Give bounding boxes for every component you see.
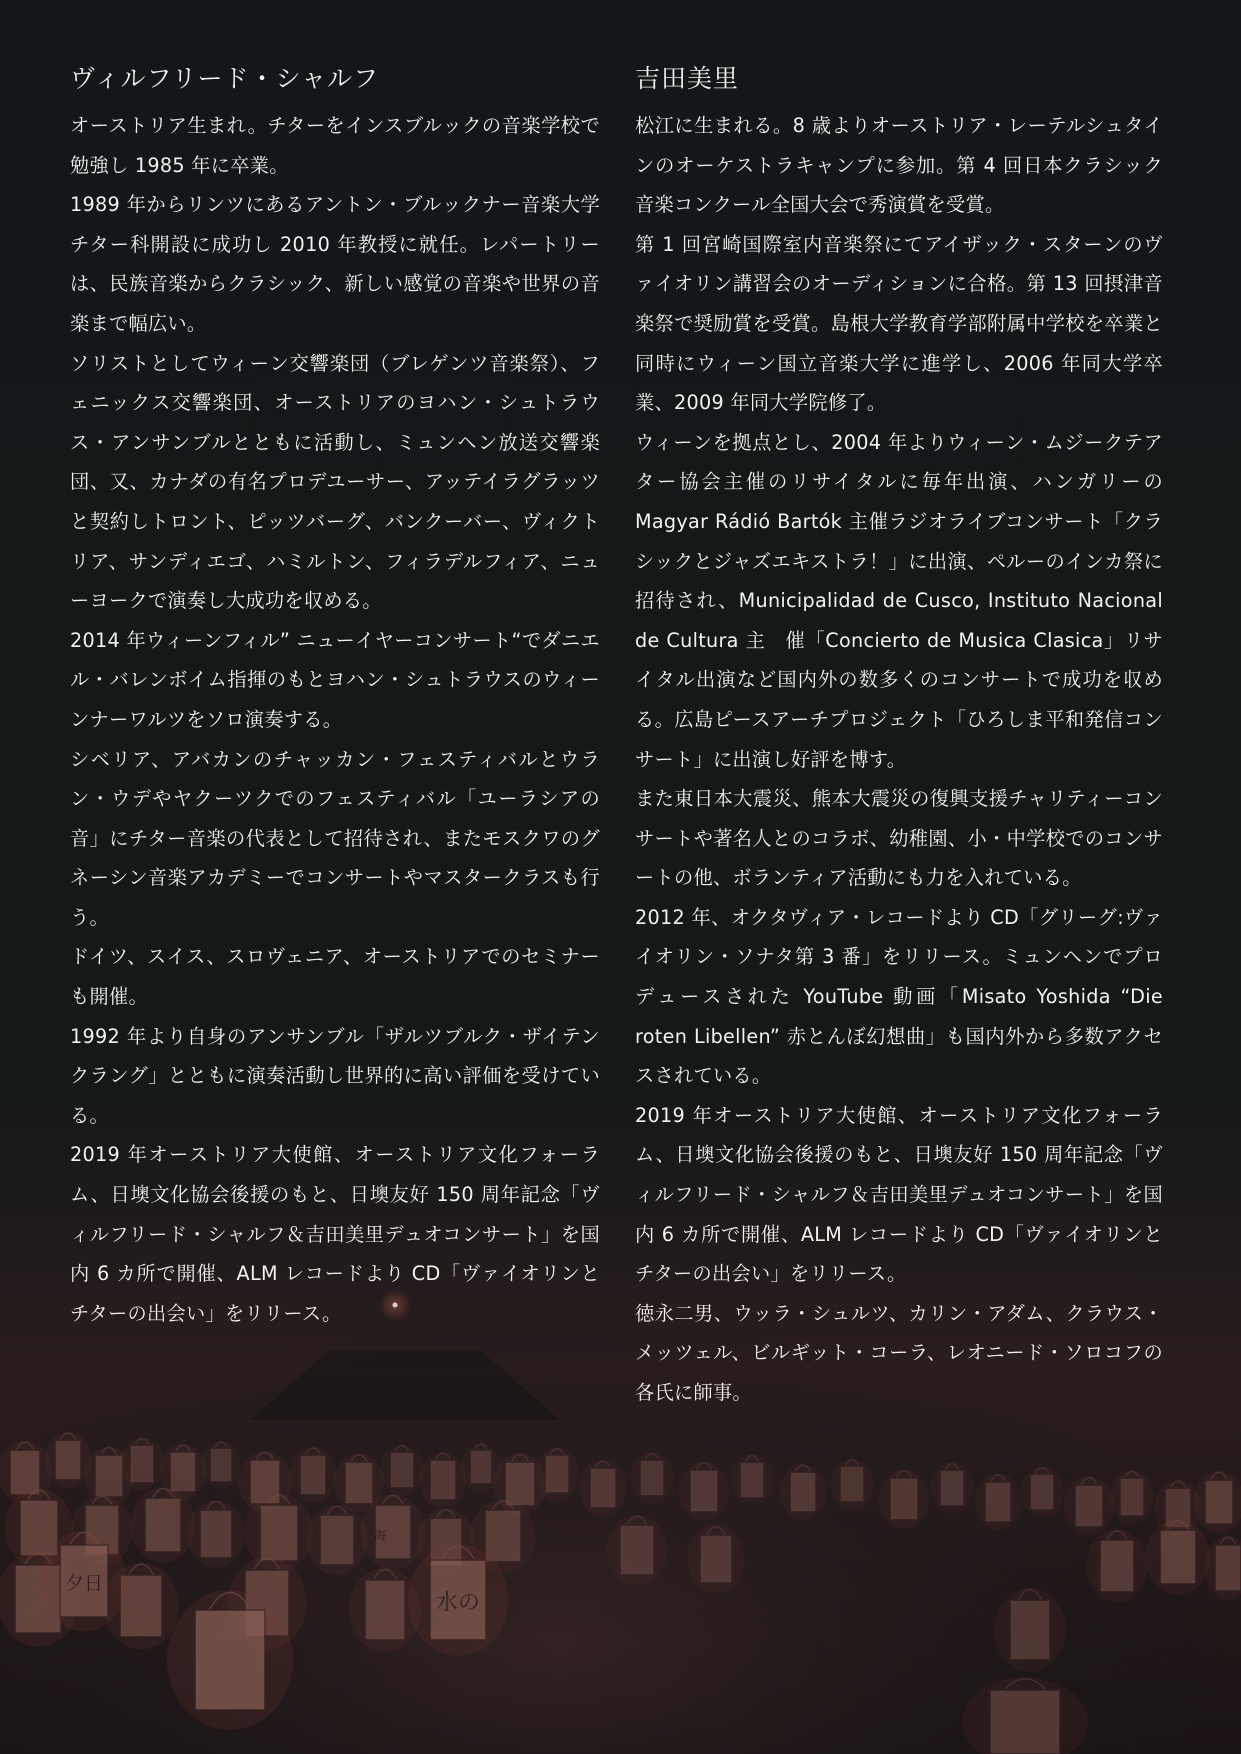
paper-lantern [1110, 1470, 1153, 1523]
bio-paragraph: ドイツ、スイス、スロヴェニア、オーストリアでのセミナーも開催。 [70, 945, 600, 1009]
paper-lantern [1086, 1530, 1147, 1603]
paper-lantern [679, 1462, 729, 1521]
profile-wilfried-scharf [70, 62, 600, 1333]
paper-lantern [535, 1447, 578, 1500]
bio-paragraph: また東日本大震災、熊本大震災の復興支援チャリティーコンサートや著名人とのコラボ、幼稚園、小・中学校でのコンサートの他、ボランティア活動にも力を入れている。 [635, 787, 1163, 890]
paper-lantern [830, 1459, 873, 1509]
paper-lantern [201, 1441, 241, 1489]
paper-lantern [306, 1505, 367, 1575]
paper-lantern [1146, 1519, 1211, 1595]
bio-paragraph: 徳永二男、ウッラ・シュルツ、カリン・アダム、クラウス・メッツェル、ビルギット・コーラ、レオニード・ソロコフの各氏に師事。 [635, 1301, 1163, 1404]
bio-paragraph: 松江に生まれる。8 歳よりオーストリア・レーテルシュタインのオーケストラキャンプに参加。第 4 回日本クラシック音楽コンクール全国大会で秀演賞を受賞。 [635, 114, 1163, 217]
bio-paragraph: 2014 年ウィーンフィル” ニューイヤーコンサート“でダニエル・バレンボイム指揮のもとヨハン・シュトラウスのウィーンナーワルツをソロ演奏する。 [70, 628, 600, 731]
paper-lantern [930, 1463, 973, 1513]
paper-lantern [167, 1590, 293, 1730]
bio-paragraph: 1992 年より自身のアンサンブル「ザルツブルク・ザイテンクラング」とともに演奏活動し世界的に高い評価を受けている。 [70, 1024, 600, 1127]
paper-lantern [187, 1500, 245, 1567]
paper-lantern [975, 1474, 1022, 1530]
paper-lantern [994, 1588, 1066, 1672]
paper-lantern [606, 1515, 667, 1585]
paper-lantern [420, 1452, 467, 1508]
bio-paragraph: 2019 年オーストリア大使館、オーストリア文化フォーラム、日墺文化協会後援のもと、日墺友好 150 周年記念「ヴィルフリード・シャルフ＆吉田美里デュオコンサート」を国内 6 カ所で開催、ALM レコードより CD「ヴァイオリンとチターの出会い」をリリース。 [635, 1103, 1163, 1286]
paper-lantern [687, 1525, 745, 1592]
bio-paragraph: 第 1 回宮崎国際室内音楽祭にてアイザック・スターンのヴァイオリン講習会のオーディションに合格。第 13 回摂津音楽祭で奨励賞を受賞。島根大学教育学部附属中学校を卒業と同時にウィーン国立音楽大学に進学し、2006 年同大学卒業、2009 年同大学院修了。 [635, 232, 1163, 415]
bio-paragraph: 2012 年、オクタヴィア・レコードより CD「グリーグ:ヴァイオリン・ソナタ第 3 番」をリリース。ミュンヘンでプロデュースされた YouTube 動画「Misato Yoshida “Die roten Libellen” 赤とんぼ幻想曲」も国内外から多数アクセスされている。 [635, 905, 1163, 1088]
paper-lantern [630, 1453, 673, 1503]
lantern-calligraphy: 夕日 [64, 1572, 104, 1595]
lantern-calligraphy: 水の [435, 1590, 481, 1616]
bio-paragraph: ソリストとしてウィーン交響楽団（ブレゲンツ音楽祭）、フェニックス交響楽団、オーストリアのヨハン・シュトラウス・アンサンブルとともに活動し、ミュンヘン放送交響楽団、又、カナダの有名プロデユーサー、アッテイラグラッツと契約しトロント、ピッツバーグ、バンクーバー、ヴィクトリア、サンディエゴ、ハミルトン、フィラデルフィア、ニューヨークで演奏し大成功を収める。 [70, 351, 600, 613]
bio-paragraph: 2019 年オーストリア大使館、オーストリア文化フォーラム、日墺文化協会後援のもと、日墺友好 150 周年記念「ヴィルフリード・シャルフ＆吉田美里デュオコンサート」を国内 6 カ所で開催、ALM レコードより CD「ヴァイオリンとチターの出会い」をリリース。 [70, 1143, 600, 1325]
paper-lantern [361, 1494, 426, 1570]
paper-lantern [1020, 1467, 1063, 1517]
paper-lantern [580, 1460, 627, 1516]
performer-name: 吉田美里 [635, 64, 740, 93]
biography [70, 106, 600, 1333]
paper-lantern [380, 1445, 423, 1495]
performer-name: ヴィルフリード・シャルフ [70, 64, 380, 93]
paper-lantern [290, 1447, 337, 1503]
paper-lantern [131, 1487, 196, 1563]
bio-paragraph: ウィーンを拠点とし、2004 年よりウィーン・ムジークテアター協会主催のリサイタルに毎年出演、ハンガリーの Magyar Rádió Bartók 主催ラジオライブコンサート「クラシックとジャズエキストラ！」に出演、ペルーのインカ祭に招待され、Municipalidad de Cusco, Instituto Nacional de Cultura 主 催「Concierto de Musica Clasica」リサイタル出演など国内外の数多くのコンサートで成功を収める。広島ピースアーチプロジェクト「ひろしま平和発信コンサート」に出演し好評を博す。 [635, 430, 1163, 771]
lantern-calligraphy: 海 [373, 1528, 387, 1543]
bio-paragraph: 1989 年からリンツにあるアントン・ブルックナー音楽大学チター科開設に成功し 2010 年教授に就任。レパートリーは、民族音楽からクラシック、新しい感覚の音楽や世界の音楽まで幅広い。 [70, 193, 600, 335]
paper-lantern [780, 1464, 827, 1520]
paper-lantern [879, 1470, 929, 1529]
bio-paragraph: シベリア、アバカンのチャッカン・フェスティバルとウラン・ウデやヤクーツクでのフェスティバル「ユーラシアの音」にチター音楽の代表として招待され、またモスクワのグネーシン音楽アカデミーでコンサートやマスタークラスも行う。 [70, 747, 600, 929]
paper-lantern [730, 1455, 773, 1505]
biography [635, 106, 1163, 1413]
paper-lantern [1064, 1477, 1114, 1536]
profile-misato-yoshida [635, 62, 1163, 1413]
bio-paragraph: オーストリア生まれ。チターをインスブルックの音楽学校で勉強し 1985 年に卒業。 [70, 114, 600, 177]
paper-lantern [120, 1437, 163, 1490]
